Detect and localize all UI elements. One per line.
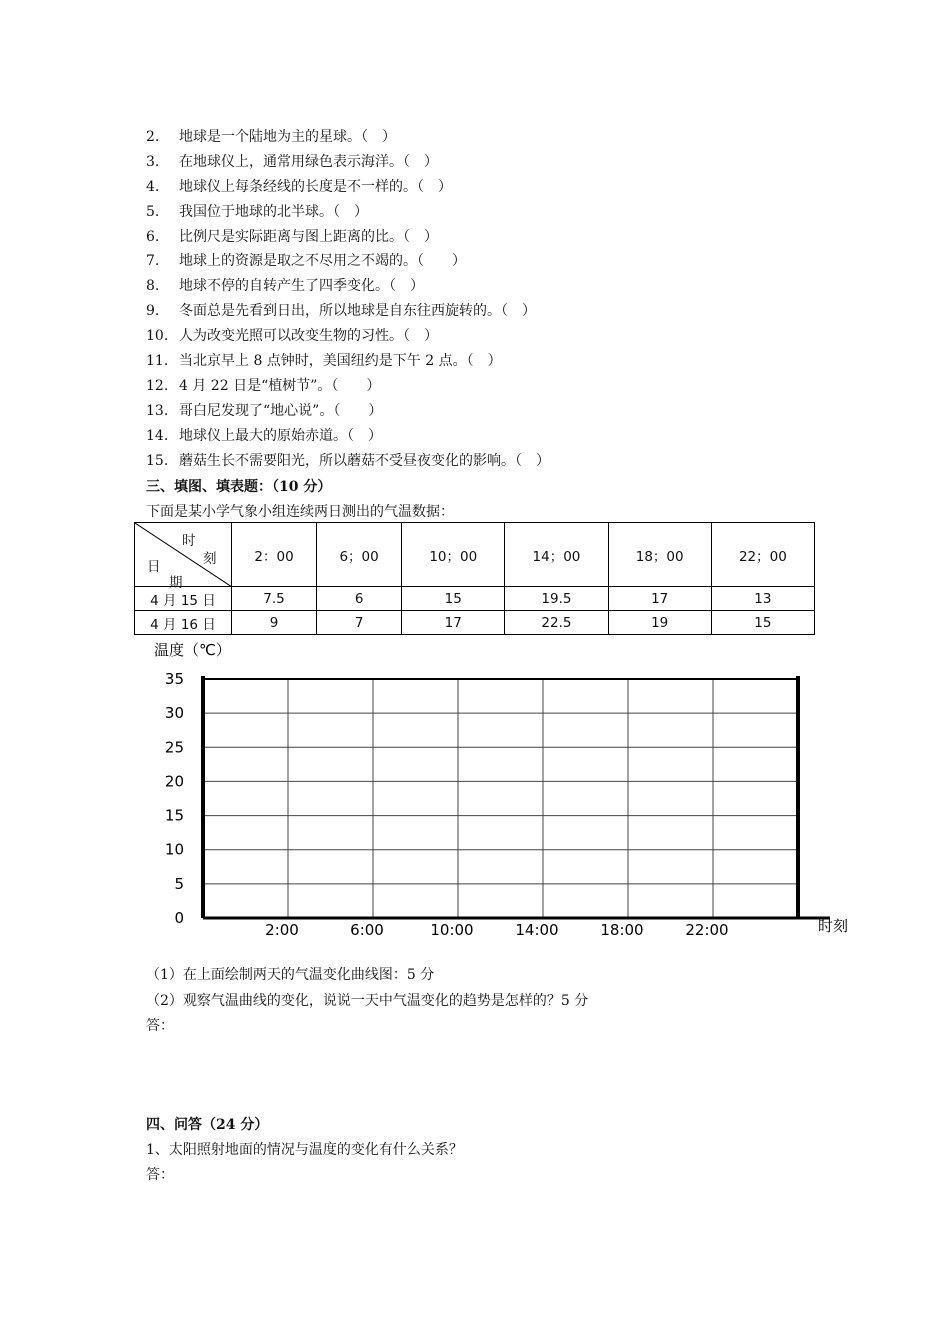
table-corner-cell	[135, 523, 232, 591]
question-number: 13.	[146, 402, 169, 419]
question-item	[146, 449, 550, 474]
value-cell: 19.5	[505, 587, 608, 611]
x-tick-label: 10:00	[430, 921, 474, 939]
question-text: 蘑菇生长不需要阳光，所以蘑菇不受昼夜变化的影响。（ ）	[179, 452, 550, 469]
question-item	[146, 324, 550, 349]
corner-label-date: 日	[147, 559, 161, 575]
question-number: 2.	[146, 129, 160, 145]
question-text: 哥白尼发现了“地心说”。（ ）	[179, 402, 383, 419]
question-text: 冬面总是先看到日出，所以地球是自东往西旋转的。（ ）	[179, 303, 536, 320]
question-item	[146, 125, 550, 150]
section-4-title: 四、问答（24 分）	[146, 1117, 269, 1133]
y-tick-label: 25	[164, 738, 184, 757]
question-item	[146, 274, 550, 299]
question-item	[146, 225, 550, 250]
answer-label: 答：	[146, 1018, 174, 1034]
question-item	[146, 249, 550, 274]
y-tick-label: 5	[174, 874, 184, 893]
question-text: 在地球仪上，通常用绿色表示海洋。（ ）	[179, 153, 438, 170]
value-cell: 9	[232, 611, 317, 635]
corner-label-date-2: 期	[169, 575, 183, 591]
question-number: 3.	[146, 153, 160, 170]
x-tick-label: 6:00	[350, 921, 384, 939]
question-number: 12.	[146, 377, 169, 394]
date-cell: 4 月 15 日	[135, 587, 232, 611]
time-header-cell: 6；00	[317, 523, 402, 587]
value-cell: 15	[711, 611, 814, 635]
value-cell: 22.5	[505, 611, 608, 635]
question-text: 地球上的资源是取之不尽用之不竭的。（ ）	[179, 253, 466, 270]
date-cell: 4 月 16 日	[135, 611, 232, 635]
question-item	[146, 349, 550, 374]
question-item	[146, 175, 550, 200]
value-cell: 19	[608, 611, 711, 635]
value-cell: 17	[402, 611, 505, 635]
question-text: 我国位于地球的北半球。（ ）	[179, 203, 368, 220]
question-number: 14.	[146, 427, 169, 444]
temperature-table	[134, 522, 815, 635]
value-cell: 7	[317, 611, 402, 635]
question-text: 比例尺是实际距离与图上距离的比。（ ）	[179, 228, 438, 245]
question-item	[146, 200, 550, 225]
question-item	[146, 399, 550, 424]
y-axis-title: 温度（℃）	[154, 641, 231, 659]
y-tick-label: 0	[174, 909, 184, 927]
time-header-cell: 22；00	[711, 523, 814, 587]
question-number: 10.	[146, 328, 169, 345]
value-cell: 7.5	[232, 587, 317, 611]
task-1-text: （1）在上面绘制两天的气温变化曲线图：5 分	[146, 967, 435, 983]
time-header-cell: 10；00	[402, 523, 505, 587]
question-item	[146, 374, 550, 399]
corner-label-time: 时	[182, 533, 196, 549]
x-tick-label: 18:00	[600, 921, 644, 939]
question-number: 6.	[146, 228, 160, 245]
true-false-question-list	[146, 125, 550, 473]
value-cell: 13	[711, 587, 814, 611]
value-cell: 17	[608, 587, 711, 611]
question-number: 15.	[146, 452, 169, 469]
table-row	[135, 611, 815, 635]
question-text: 地球仪上最大的原始赤道。（ ）	[179, 427, 382, 444]
x-tick-label: 22:00	[685, 921, 729, 939]
table-row	[135, 587, 815, 611]
value-cell: 6	[317, 587, 402, 611]
section-3-intro: 下面是某小学气象小组连续两日测出的气温数据：	[146, 504, 454, 520]
question-text: 当北京早上 8 点钟时，美国纽约是下午 2 点。（ ）	[179, 353, 502, 370]
question-number: 4.	[146, 178, 160, 195]
question-number: 7.	[146, 253, 160, 270]
question-number: 11.	[146, 353, 169, 370]
task-2-text: （2）观察气温曲线的变化，说说一天中气温变化的趋势是怎样的？5 分	[146, 993, 589, 1009]
y-tick-label: 15	[164, 806, 184, 825]
table-header-row	[135, 523, 815, 587]
question-text: 地球不停的自转产生了四季变化。（ ）	[179, 278, 424, 295]
y-tick-label: 35	[164, 670, 184, 688]
question-item	[146, 150, 550, 175]
y-tick-label: 10	[164, 840, 184, 859]
question-number: 8.	[146, 278, 160, 295]
question-text: 4 月 22 日是“植树节”。（ ）	[179, 377, 381, 394]
y-tick-label: 20	[164, 772, 184, 791]
question-text: 地球仪上每条经线的长度是不一样的。（ ）	[179, 178, 452, 195]
question-item	[146, 424, 550, 449]
x-tick-label: 14:00	[515, 921, 559, 939]
question-text: 地球是一个陆地为主的星球。（ ）	[179, 129, 396, 145]
x-tick-label: 2:00	[265, 921, 299, 939]
value-cell: 15	[402, 587, 505, 611]
corner-label-time-2: 刻	[203, 551, 217, 567]
question-number: 9.	[146, 303, 160, 320]
section-4-question-1: 1、太阳照射地面的情况与温度的变化有什么关系？	[146, 1142, 463, 1158]
question-item	[146, 299, 550, 324]
x-axis-title: 时刻	[818, 917, 849, 935]
y-tick-label: 30	[164, 704, 184, 723]
section-3-title: 三、填图、填表题：（10 分）	[146, 479, 332, 495]
time-header-cell: 18；00	[608, 523, 711, 587]
answer-label: 答：	[146, 1167, 174, 1183]
time-header-cell: 2：00	[232, 523, 317, 587]
question-text: 人为改变光照可以改变生物的习性。（ ）	[179, 328, 438, 345]
temperature-chart	[140, 638, 880, 940]
time-header-cell: 14；00	[505, 523, 608, 587]
question-number: 5.	[146, 203, 160, 220]
